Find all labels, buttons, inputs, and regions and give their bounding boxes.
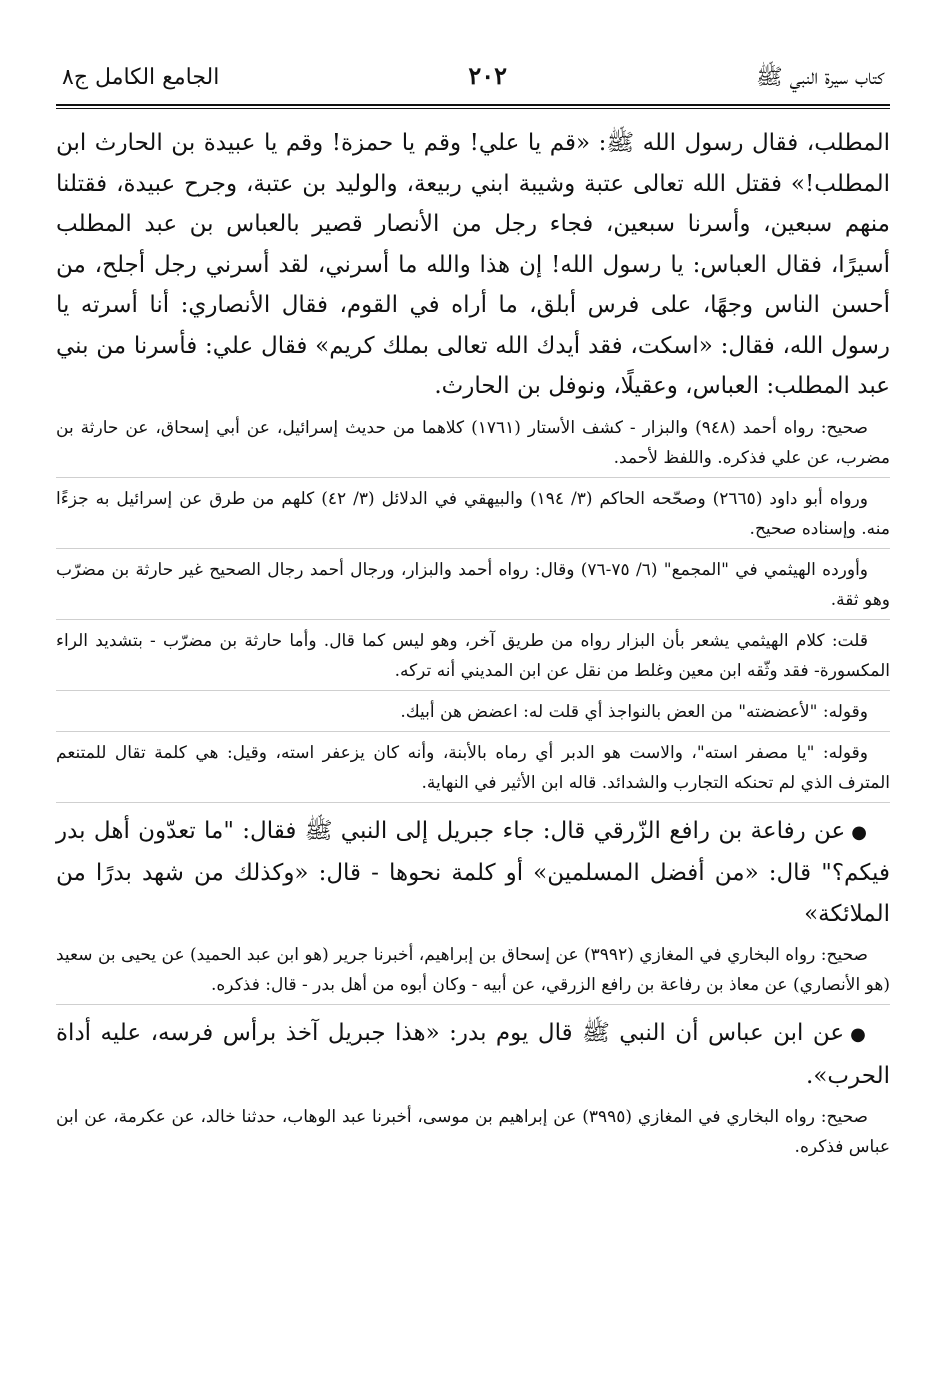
hadith-paragraph <box>56 811 890 935</box>
main-paragraph: المطلب، فقال رسول الله ﷺ: «قم يا علي! وقم يا حمزة! وقم يا عبيدة بن الحارث ابن المطلب!» فقتل الله تعالى عتبة وشيبة ابني ربيعة، والوليد بن عتبة، وجرح عبيدة، فقتلنا منهم سبعين، وأسرنا سبعين، فجاء رجل من الأنصار قصير بالعباس بن عبد المطلب أسيرًا، فقال العباس: يا رسول الله! إن هذا والله ما أسرني، لقد أسرني رجل أجلح، من أحسن الناس وجهًا، على فرس أبلق، ما أراه في القوم، فقال الأنصاري: أنا أسرته يا رسول الله، فقال: «اسكت، فقد أيدك الله تعالى بملك كريم» فقال علي: فأسرنا من بني عبد المطلب: العباس، وعقيلًا، ونوفل بن الحارث. <box>56 130 890 399</box>
takhrij-note: صحيح: رواه أحمد (٩٤٨) والبزار - كشف الأستار (١٧٦١) كلاهما من حديث إسرائيل، عن أبي إسحاق، عن حارثة بن مضرب، عن علي فذكره. واللفظ لأحمد. <box>56 413 890 478</box>
takhrij-note: وأورده الهيثمي في "المجمع" (٦/ ٧٥-٧٦) وقال: رواه أحمد والبزار، ورجال أحمد رجال الصحيح غير حارثة بن مضرّب وهو ثقة. <box>56 555 890 620</box>
document-page <box>56 60 890 1166</box>
page-body <box>56 123 890 1166</box>
hadith-text: عن رفاعة بن رافع الزّرقي قال: جاء جبريل إلى النبي ﷺ فقال: "ما تعدّون أهل بدر فيكم؟" قال: «من أفضل المسلمين» أو كلمة نحوها - قال: «وكذلك من شهد بدرًا من الملائكة» <box>56 817 890 927</box>
volume-title: الجامع الكامل ج٨ <box>62 65 220 90</box>
header-divider <box>56 104 890 109</box>
commentary-note: وقوله: "لأعضضته" من العض بالنواجذ أي قلت له: اعضض هن أبيك. <box>56 697 890 732</box>
takhrij-note: صحيح: رواه البخاري في المغازي (٣٩٩٢) عن إسحاق بن إبراهيم، أخبرنا جرير (هو ابن عبد الحميد) عن يحيى بن سعيد (هو الأنصاري) عن معاذ بن رفاعة بن رافع الزرقي، عن أبيه - وكان أبوه من أهل بدر - قال: فذكره. <box>56 940 890 1005</box>
page-number: ٢٠٢ <box>468 61 508 90</box>
bullet-icon: ● <box>850 1024 868 1045</box>
commentary-note: وقوله: "يا مصفر استه"، والاست هو الدبر أي رماه بالأبنة، وأنه كان يزعفر استه، وقيل: هي كلمة تقال للمتنعم المترف الذي لم تحنكه التجارب والشدائد. قاله ابن الأثير في النهاية. <box>56 738 890 803</box>
hadith-text: عن ابن عباس أن النبي ﷺ قال يوم بدر: «هذا جبريل آخذ برأس فرسه، عليه أداة الحرب». <box>56 1020 890 1089</box>
takhrij-note: صحيح: رواه البخاري في المغازي (٣٩٩٥) عن إبراهيم بن موسى، أخبرنا عبد الوهاب، حدثنا خالد، عن عكرمة، عن ابن عباس فذكره. <box>56 1107 890 1157</box>
takhrij-note: ورواه أبو داود (٢٦٦٥) وصحّحه الحاكم (٣/ ١٩٤) والبيهقي في الدلائل (٣/ ٤٢) كلهم من طرق عن إسرائيل به جزءًا منه. وإسناده صحيح. <box>56 484 890 549</box>
book-title: كتاب سيرة النبي ﷺ <box>756 65 884 90</box>
page-header <box>56 60 890 94</box>
commentary-note: قلت: كلام الهيثمي يشعر بأن البزار رواه من طريق آخر، وهو ليس كما قال. وأما حارثة بن مضرّب - بتشديد الراء المكسورة- فقد وثّقه ابن معين وغلط من نقل عن ابن المديني أنه تركه. <box>56 626 890 691</box>
hadith-paragraph <box>56 1013 890 1096</box>
bullet-icon: ● <box>851 821 868 843</box>
